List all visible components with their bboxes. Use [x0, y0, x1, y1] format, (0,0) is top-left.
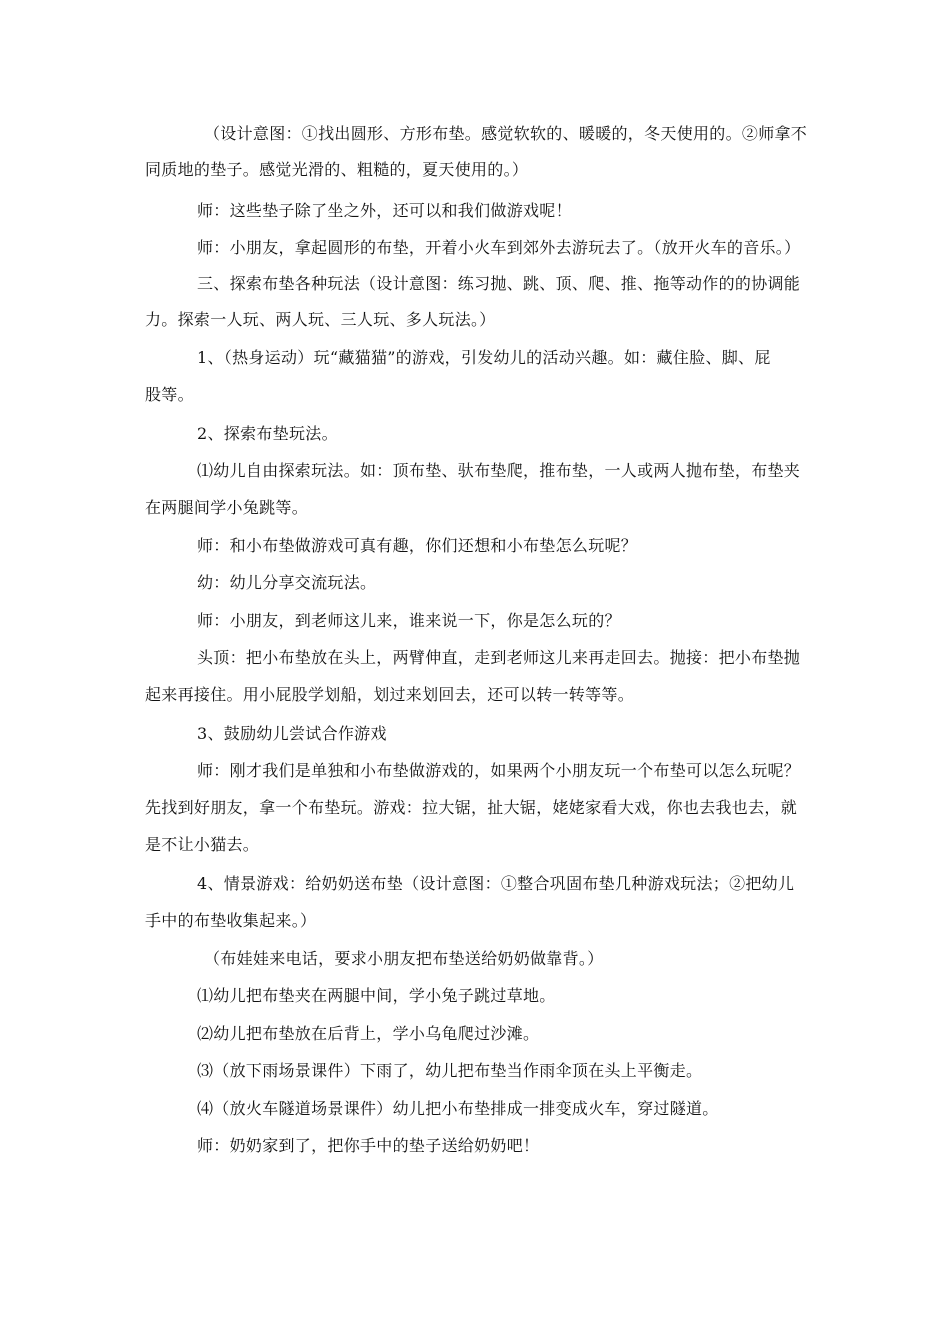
text-line: 头顶：把小布垫放在头上，两臂伸直，走到老师这儿来再走回去。抛接：把小布垫抛 — [197, 648, 801, 667]
text-line: 在两腿间学小兔跳等。 — [145, 498, 309, 517]
text-line: 师：和小布垫做游戏可真有趣，你们还想和小布垫怎么玩呢？ — [197, 536, 638, 555]
text-line: 师：这些垫子除了坐之外，还可以和我们做游戏呢！ — [197, 201, 572, 220]
text-line: 师：奶奶家到了，把你手中的垫子送给奶奶吧！ — [197, 1136, 540, 1155]
text-line: 师：小朋友，到老师这儿来，谁来说一下，你是怎么玩的？ — [197, 611, 621, 630]
text-line: 1、（热身运动）玩“藏猫猫”的游戏，引发幼儿的活动兴趣。如：藏住脸、脚、屁 — [197, 348, 771, 367]
text-line: 手中的布垫收集起来。） — [145, 911, 317, 930]
text-line: 三、探索布垫各种玩法（设计意图：练习抛、跳、顶、爬、推、拖等动作的的协调能 — [197, 274, 801, 293]
text-line: ⑴幼儿把布垫夹在两腿中间，学小兔子跳过草地。 — [197, 986, 556, 1005]
text-line: 是不让小猫去。 — [145, 835, 260, 854]
text-line: 师：刚才我们是单独和小布垫做游戏的，如果两个小朋友玩一个布垫可以怎么玩呢？ — [197, 761, 801, 780]
text-line: 2、探索布垫玩法。 — [197, 424, 338, 443]
text-line: 3、鼓励幼儿尝试合作游戏 — [197, 724, 387, 743]
text-line: 股等。 — [145, 385, 194, 404]
text-line: 幼：幼儿分享交流玩法。 — [197, 573, 377, 592]
text-line: 起来再接住。用小屁股学划船，划过来划回去，还可以转一转等等。 — [145, 685, 635, 704]
text-line: 先找到好朋友，拿一个布垫玩。游戏：拉大锯，扯大锯，姥姥家看大戏，你也去我也去，就 — [145, 798, 798, 817]
text-line: 师：小朋友，拿起圆形的布垫，开着小火车到郊外去游玩去了。（放开火车的音乐。） — [197, 238, 801, 257]
text-line: （布娃娃来电话，要求小朋友把布垫送给奶奶做靠背。） — [204, 949, 604, 968]
text-line: ⑴幼儿自由探索玩法。如：顶布垫、驮布垫爬，推布垫，一人或两人抛布垫，布垫夹 — [197, 461, 801, 480]
text-line: 同质地的垫子。感觉光滑的、粗糙的，夏天使用的。） — [145, 160, 529, 179]
text-line: ⑵幼儿把布垫放在后背上，学小乌龟爬过沙滩。 — [197, 1024, 540, 1043]
text-line: ⑷（放火车隧道场景课件）幼儿把小布垫排成一排变成火车，穿过隧道。 — [197, 1099, 719, 1118]
text-line: （设计意图：①找出圆形、方形布垫。感觉软软的、暖暖的，冬天使用的。②师拿不 — [204, 124, 808, 143]
text-line: 4、情景游戏：给奶奶送布垫（设计意图：①整合巩固布垫几种游戏玩法；②把幼儿 — [197, 874, 795, 893]
text-line: ⑶（放下雨场景课件）下雨了，幼儿把布垫当作雨伞顶在头上平衡走。 — [197, 1061, 703, 1080]
text-line: 力。探索一人玩、两人玩、三人玩、多人玩法。） — [145, 310, 496, 329]
